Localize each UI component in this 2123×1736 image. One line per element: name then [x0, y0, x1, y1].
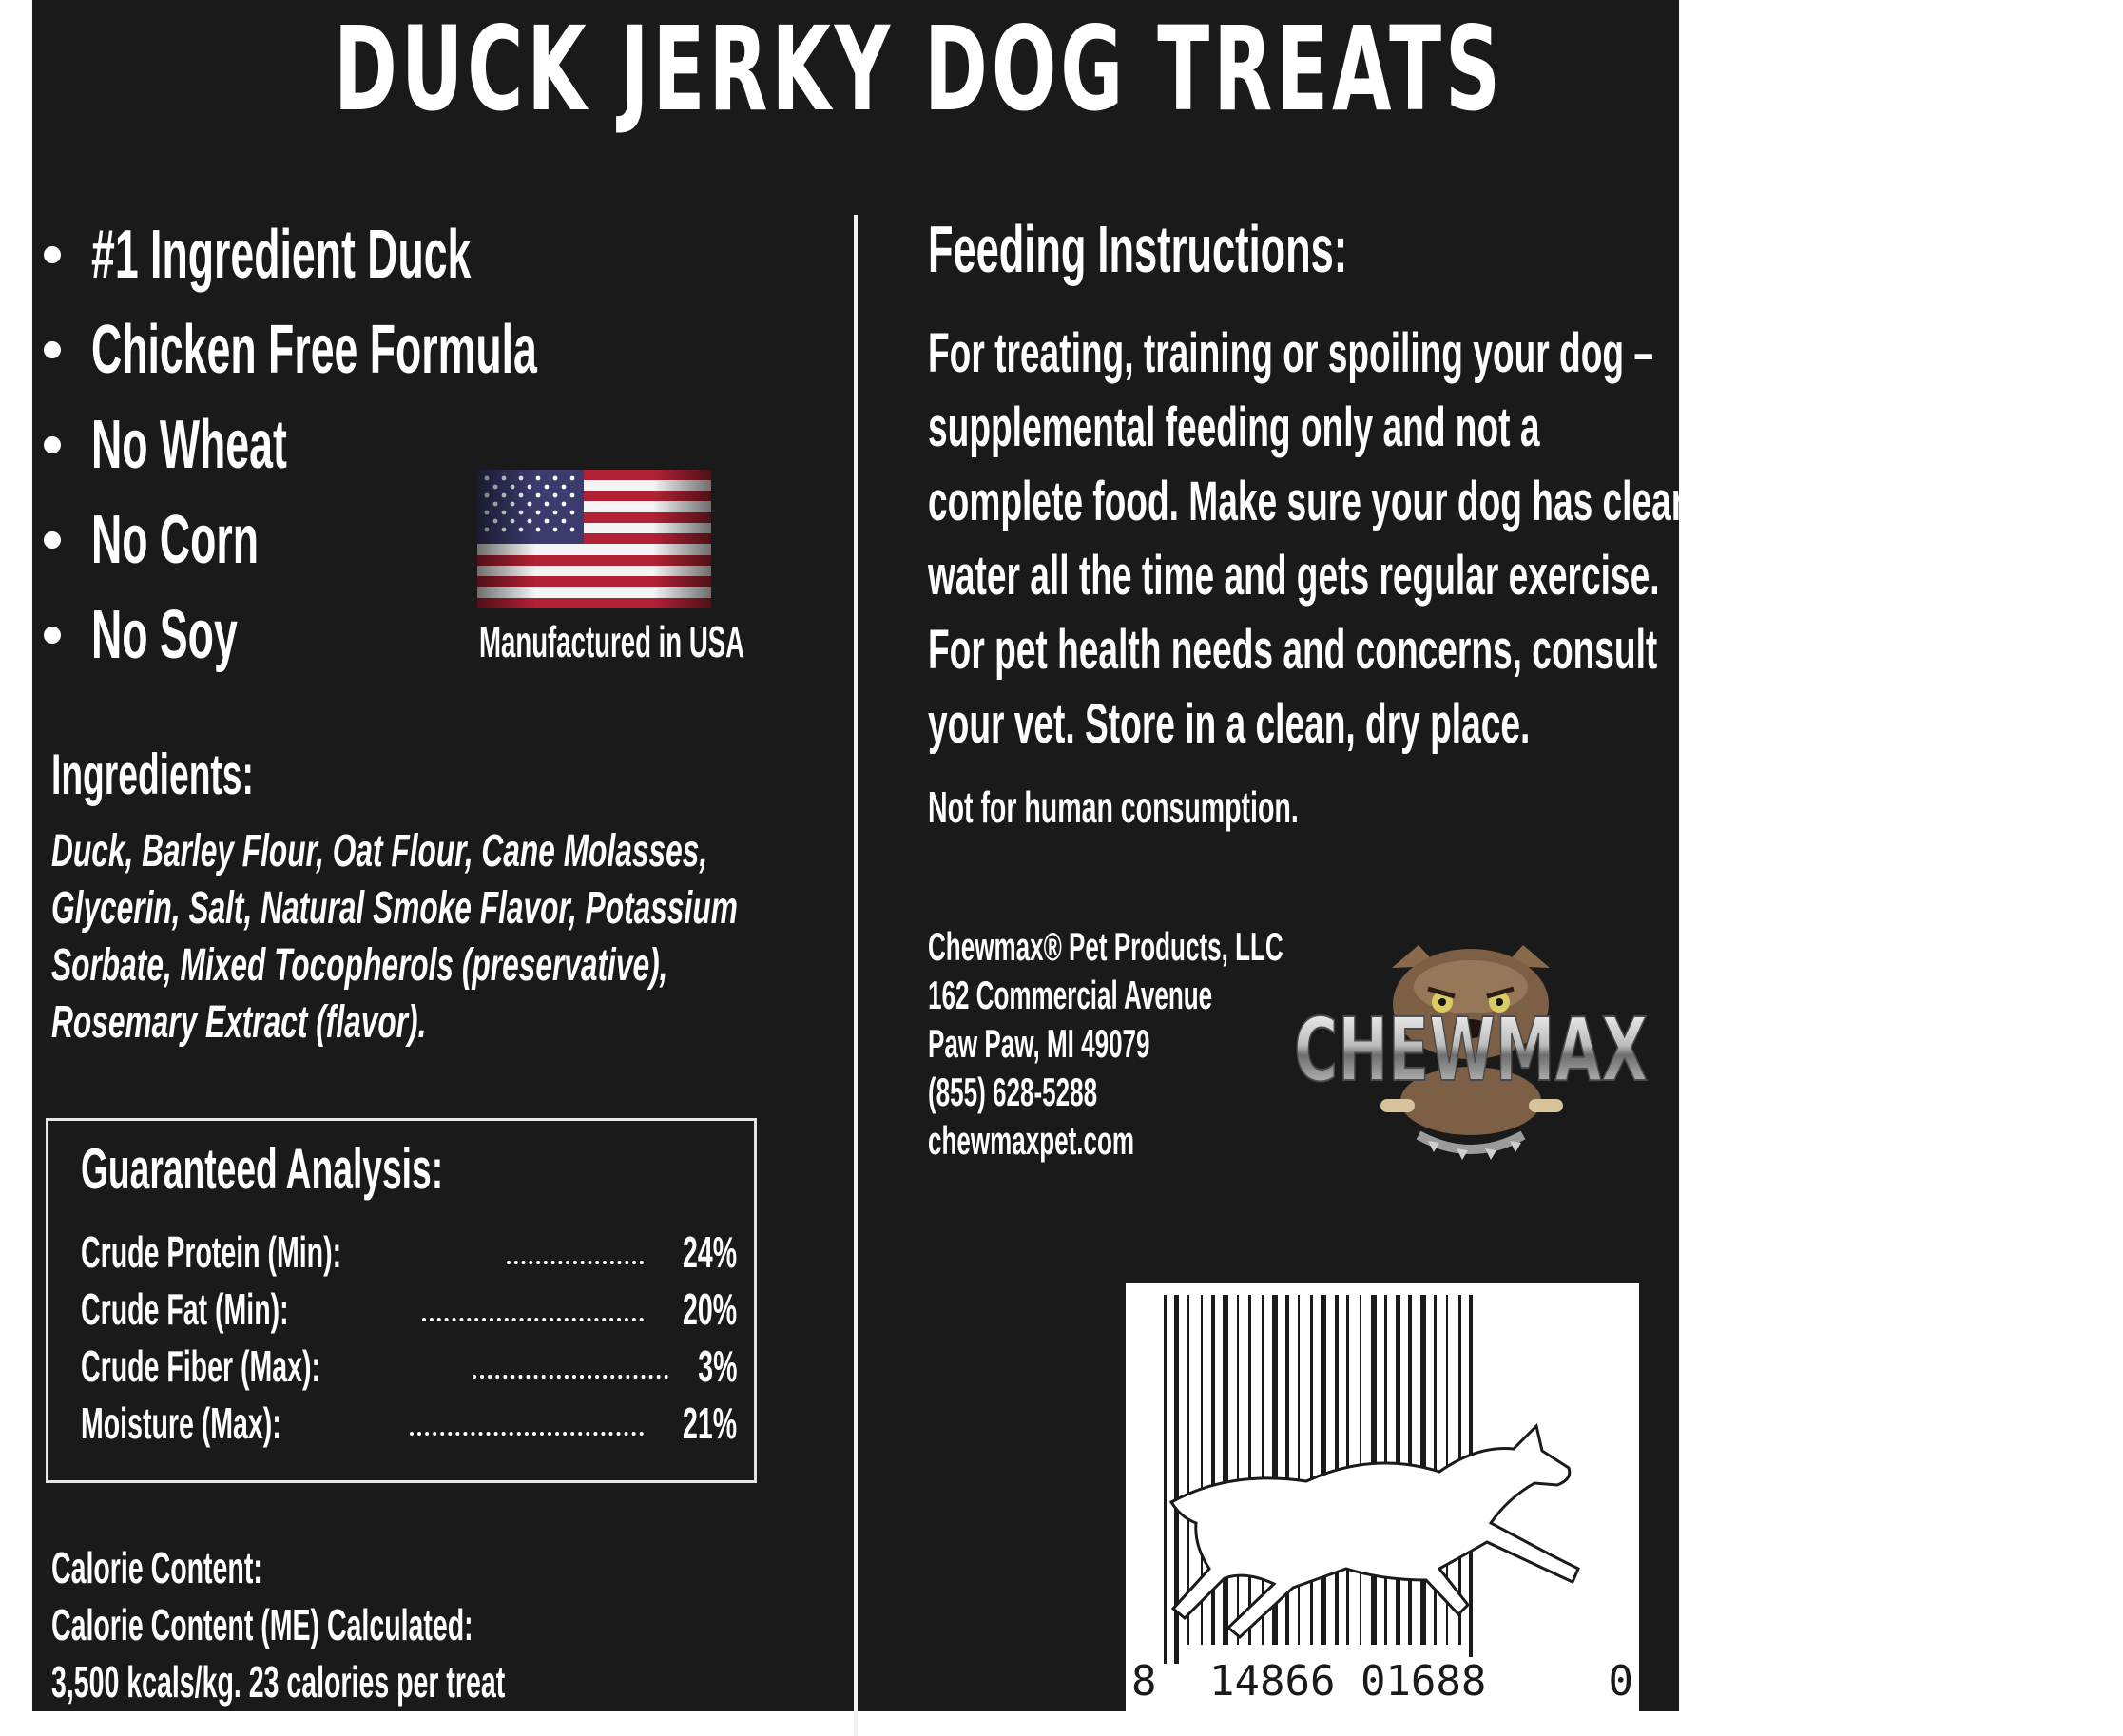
ingredients-heading: Ingredients: — [51, 743, 254, 806]
feature-item: #1 Ingredient Duck — [40, 207, 810, 302]
analysis-row — [81, 1225, 737, 1279]
feature-item: Chicken Free Formula — [40, 302, 810, 397]
leader-dots — [473, 1375, 667, 1379]
bullet-icon — [44, 246, 61, 263]
bullet-icon — [44, 436, 61, 453]
product-title-text: DUCK JERKY DOG TREATS — [334, 2, 1504, 137]
us-flag-icon — [477, 470, 711, 608]
ingredients-line: Glycerin, Salt, Natural Smoke Flavor, Potassium — [51, 883, 738, 934]
leader-dots — [507, 1261, 644, 1264]
guaranteed-analysis-box — [46, 1118, 757, 1483]
barcode-number — [1126, 1656, 1639, 1709]
barcode-bar — [1237, 1295, 1239, 1645]
barcode-bars — [1126, 1283, 1639, 1664]
calorie-line: 3,500 kcals/kg. 23 calories per treat — [51, 1657, 506, 1707]
guaranteed-analysis-heading: Guaranteed Analysis: — [81, 1137, 444, 1201]
feeding-line: For treating, training or spoiling your dog – — [928, 322, 1654, 384]
barcode-bar — [1321, 1295, 1326, 1645]
feeding-line: your vet. Store in a clean, dry place. — [928, 693, 1531, 755]
leader-dots — [410, 1432, 644, 1436]
leader-dots — [422, 1318, 644, 1321]
feeding-line: For pet health needs and concerns, consult — [928, 619, 1658, 681]
website-url: chewmaxpet.com — [928, 1118, 1135, 1163]
analysis-value: 24% — [682, 1227, 737, 1277]
logo-wordmark: CHEWMAX — [1294, 999, 1648, 1101]
human-consumption-note: Not for human consumption. — [928, 782, 1299, 832]
street-address: 162 Commercial Avenue — [928, 973, 1213, 1017]
bullet-icon — [44, 627, 61, 644]
analysis-label: Crude Protein (Min): — [81, 1227, 342, 1277]
analysis-label: Crude Fat (Min): — [81, 1284, 289, 1334]
analysis-row — [81, 1340, 737, 1393]
analysis-row — [81, 1397, 737, 1450]
feeding-text — [928, 321, 2123, 766]
calorie-line: Calorie Content (ME) Calculated: — [51, 1600, 473, 1649]
feeding-line: complete food. Make sure your dog has clean — [928, 471, 1693, 532]
barcode — [1126, 1283, 1639, 1711]
city-state-zip: Paw Paw, MI 49079 — [928, 1021, 1150, 1066]
manufactured-caption: Manufactured in USA — [479, 617, 745, 666]
barcode-bar — [1223, 1295, 1228, 1645]
company-name: Chewmax® Pet Products, LLC — [928, 924, 1283, 969]
barcode-bar — [1248, 1295, 1251, 1645]
bullet-icon — [44, 531, 61, 549]
analysis-value: 20% — [682, 1284, 737, 1334]
feeding-heading: Feeding Instructions: — [928, 212, 1348, 286]
product-title — [32, 0, 1679, 137]
ingredients-line: Sorbate, Mixed Tocopherols (preservative), — [51, 940, 668, 991]
barcode-bar — [1310, 1295, 1313, 1645]
analysis-value: 3% — [697, 1341, 737, 1391]
product-label-panel — [32, 0, 1693, 1711]
feature-item: No Corn — [40, 492, 810, 588]
calorie-content — [51, 1542, 783, 1713]
analysis-label: Crude Fiber (Max): — [81, 1341, 320, 1391]
feature-item: No Wheat — [40, 397, 810, 492]
feature-item: No Soy — [40, 588, 810, 683]
ingredients-line: Rosemary Extract (flavor). — [51, 997, 427, 1048]
feeding-line: water all the time and gets regular exercise. — [928, 545, 1660, 607]
feeding-line: supplemental feeding only and not a — [928, 396, 1540, 458]
barcode-bar — [1298, 1295, 1300, 1645]
bulldog-logo-icon — [1285, 937, 1656, 1166]
barcode-bar — [1164, 1295, 1167, 1664]
bullet-icon — [44, 341, 61, 358]
barcode-digits-middle: 14866 01688 — [1206, 1657, 1490, 1706]
phone-number: (855) 628-5288 — [928, 1070, 1098, 1114]
analysis-row — [81, 1283, 737, 1336]
barcode-digit-left: 8 — [1128, 1657, 1161, 1706]
barcode-digit-right: 0 — [1605, 1657, 1638, 1706]
chewmax-logo — [1285, 937, 1656, 1166]
analysis-value: 21% — [682, 1398, 737, 1448]
calorie-line: Calorie Content: — [51, 1543, 262, 1592]
feature-list — [40, 207, 810, 683]
ingredients-line: Duck, Barley Flour, Oat Flour, Cane Molasses, — [51, 826, 708, 877]
analysis-label: Moisture (Max): — [81, 1398, 281, 1448]
